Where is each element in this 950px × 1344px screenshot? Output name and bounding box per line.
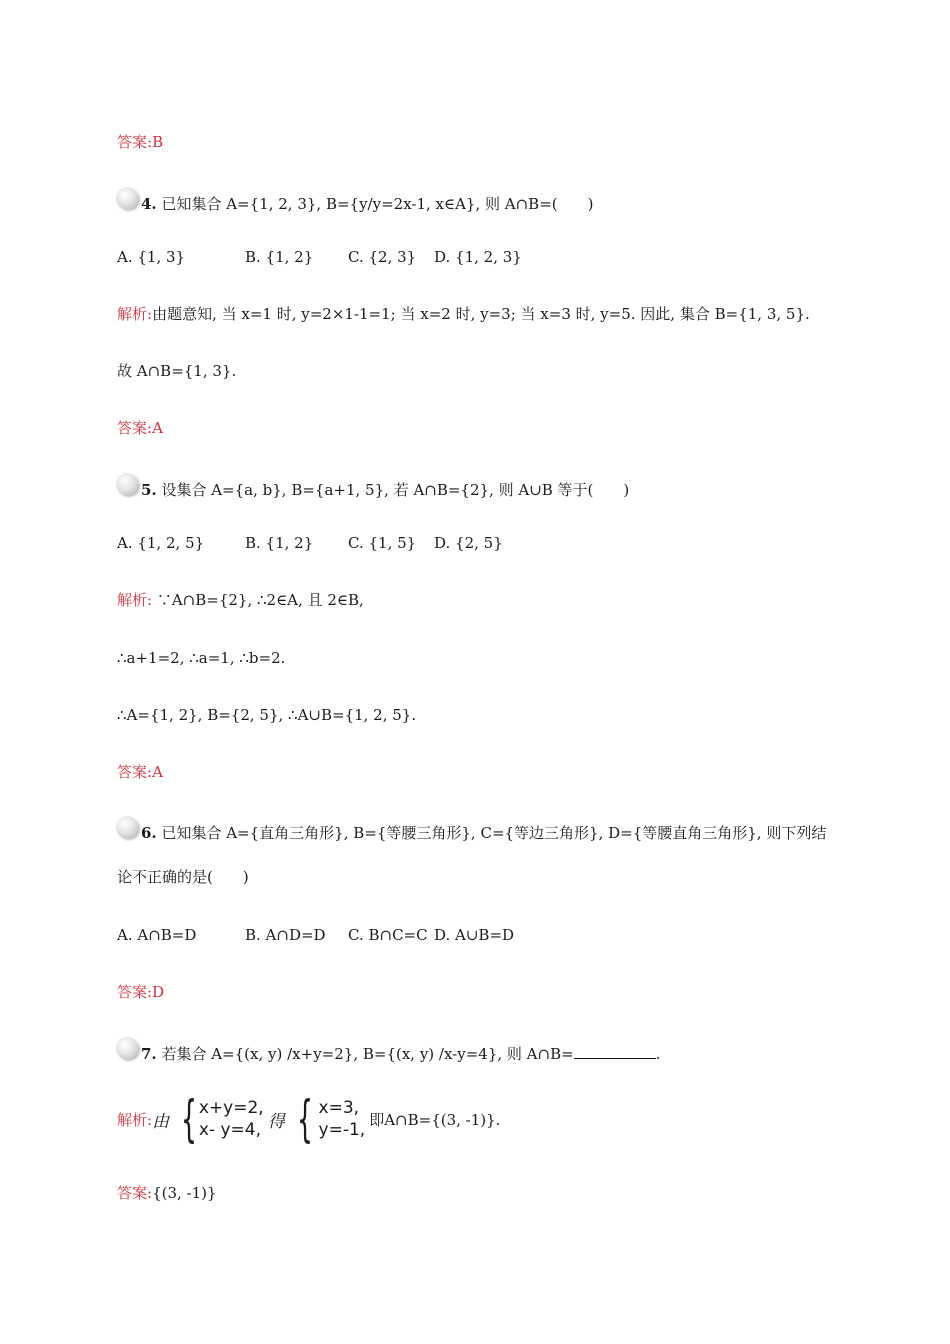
analysis-label: 解析:: [117, 591, 153, 609]
answer-value: B: [152, 133, 164, 151]
option-a[interactable]: A. A∩B=D: [117, 926, 197, 944]
question-text: 论不正确的是( ): [117, 868, 249, 886]
option-c[interactable]: C. {1, 5}: [348, 534, 417, 552]
answer-label: 答案:: [117, 983, 153, 1001]
question-4-options: [117, 247, 522, 267]
answer-value: A: [152, 419, 163, 437]
analysis-label: 解析:: [117, 305, 153, 323]
analysis-text: 由题意知, 当 x=1 时, y=2×1-1=1; 当 x=2 时, y=3; 当 x=3 时, y=5. 因此, 集合 B={1, 3, 5}.: [152, 305, 810, 323]
option-d[interactable]: D. {2, 5}: [434, 534, 503, 552]
option-a[interactable]: A. {1, 2, 5}: [117, 534, 205, 552]
option-b[interactable]: B. {1, 2}: [245, 248, 314, 266]
question-text-end: .: [655, 1045, 661, 1063]
question-bullet-icon: [116, 1037, 138, 1059]
answer-value: {(3, -1)}: [152, 1184, 217, 1202]
analysis-text: 故 A∩B={1, 3}.: [117, 362, 237, 380]
question-text: 已知集合 A={1, 2, 3}, B={y/y=2x-1, x∈A}, 则 A∩B=( ): [161, 195, 594, 213]
question-4-stem: [141, 194, 593, 214]
question-text: 若集合 A={(x, y) /x+y=2}, B={(x, y) /x-y=4}, 则 A∩B=: [161, 1045, 574, 1063]
analysis-text: ∴a+1=2, ∴a=1, ∴b=2.: [117, 649, 286, 667]
question-number: 5.: [141, 481, 157, 499]
option-d[interactable]: D. {1, 2, 3}: [434, 248, 522, 266]
analysis-text: ∵A∩B={2}, ∴2∈A, 且 2∈B,: [152, 591, 364, 609]
question-bullet-icon: [116, 816, 138, 838]
equation-line: x+y=2,: [198, 1098, 264, 1118]
analysis-text: ∴A={1, 2}, B={2, 5}, ∴A∪B={1, 2, 5}.: [117, 706, 417, 724]
answer-blank[interactable]: [574, 1044, 656, 1059]
answer-3: [117, 132, 163, 152]
question-7-analysis: [117, 1090, 501, 1148]
question-7-answer: [117, 1183, 217, 1203]
question-6-answer: [117, 982, 164, 1002]
answer-label: 答案:: [117, 419, 153, 437]
question-4-analysis-cont: [117, 361, 236, 381]
left-brace-icon: {: [181, 1090, 197, 1148]
option-b[interactable]: B. A∩D=D: [245, 926, 326, 944]
question-number: 4.: [141, 195, 157, 213]
answer-label: 答案:: [117, 1184, 153, 1202]
question-text: 设集合 A={a, b}, B={a+1, 5}, 若 A∩B={2}, 则 A∪B 等于( ): [161, 481, 630, 499]
analysis-label: 解析:: [117, 1110, 153, 1129]
question-6-stem-cont: [117, 867, 249, 887]
question-5-analysis-cont: [117, 705, 416, 725]
analysis-text: 由: [152, 1111, 170, 1132]
question-number: 7.: [141, 1045, 157, 1063]
equation-system-2: [289, 1090, 366, 1148]
question-6-stem: [141, 823, 826, 843]
equation-system-1: [173, 1090, 264, 1148]
question-5-options: [117, 533, 503, 553]
option-a[interactable]: A. {1, 3}: [117, 248, 186, 266]
question-5-answer: [117, 762, 163, 782]
option-c[interactable]: C. B∩C=C: [348, 926, 428, 944]
answer-value: D: [152, 983, 165, 1001]
question-bullet-icon: [116, 187, 138, 209]
option-d[interactable]: D. A∪B=D: [434, 926, 515, 944]
equation-line: x- y=4,: [198, 1120, 261, 1140]
question-4-answer: [117, 418, 163, 438]
question-number: 6.: [141, 824, 157, 842]
left-brace-icon: {: [296, 1090, 313, 1148]
question-7-stem: [141, 1044, 660, 1064]
analysis-text: 得: [267, 1111, 285, 1132]
question-5-analysis: [117, 590, 364, 610]
equation-line: y=-1,: [318, 1120, 366, 1140]
question-5-analysis-cont: [117, 648, 285, 668]
option-b[interactable]: B. {1, 2}: [245, 534, 314, 552]
option-c[interactable]: C. {2, 3}: [348, 248, 417, 266]
question-6-options: [117, 925, 514, 945]
equation-line: x=3,: [318, 1098, 360, 1118]
answer-label: 答案:: [117, 763, 153, 781]
answer-label: 答案:: [117, 133, 153, 151]
question-bullet-icon: [116, 473, 138, 495]
question-4-analysis: [117, 304, 810, 324]
question-5-stem: [141, 480, 629, 500]
question-text: 已知集合 A={直角三角形}, B={等腰三角形}, C={等边三角形}, D={等腰直角三角形}, 则下列结: [161, 824, 827, 842]
analysis-text: 即A∩B={(3, -1)}.: [369, 1110, 501, 1129]
answer-value: A: [152, 763, 163, 781]
